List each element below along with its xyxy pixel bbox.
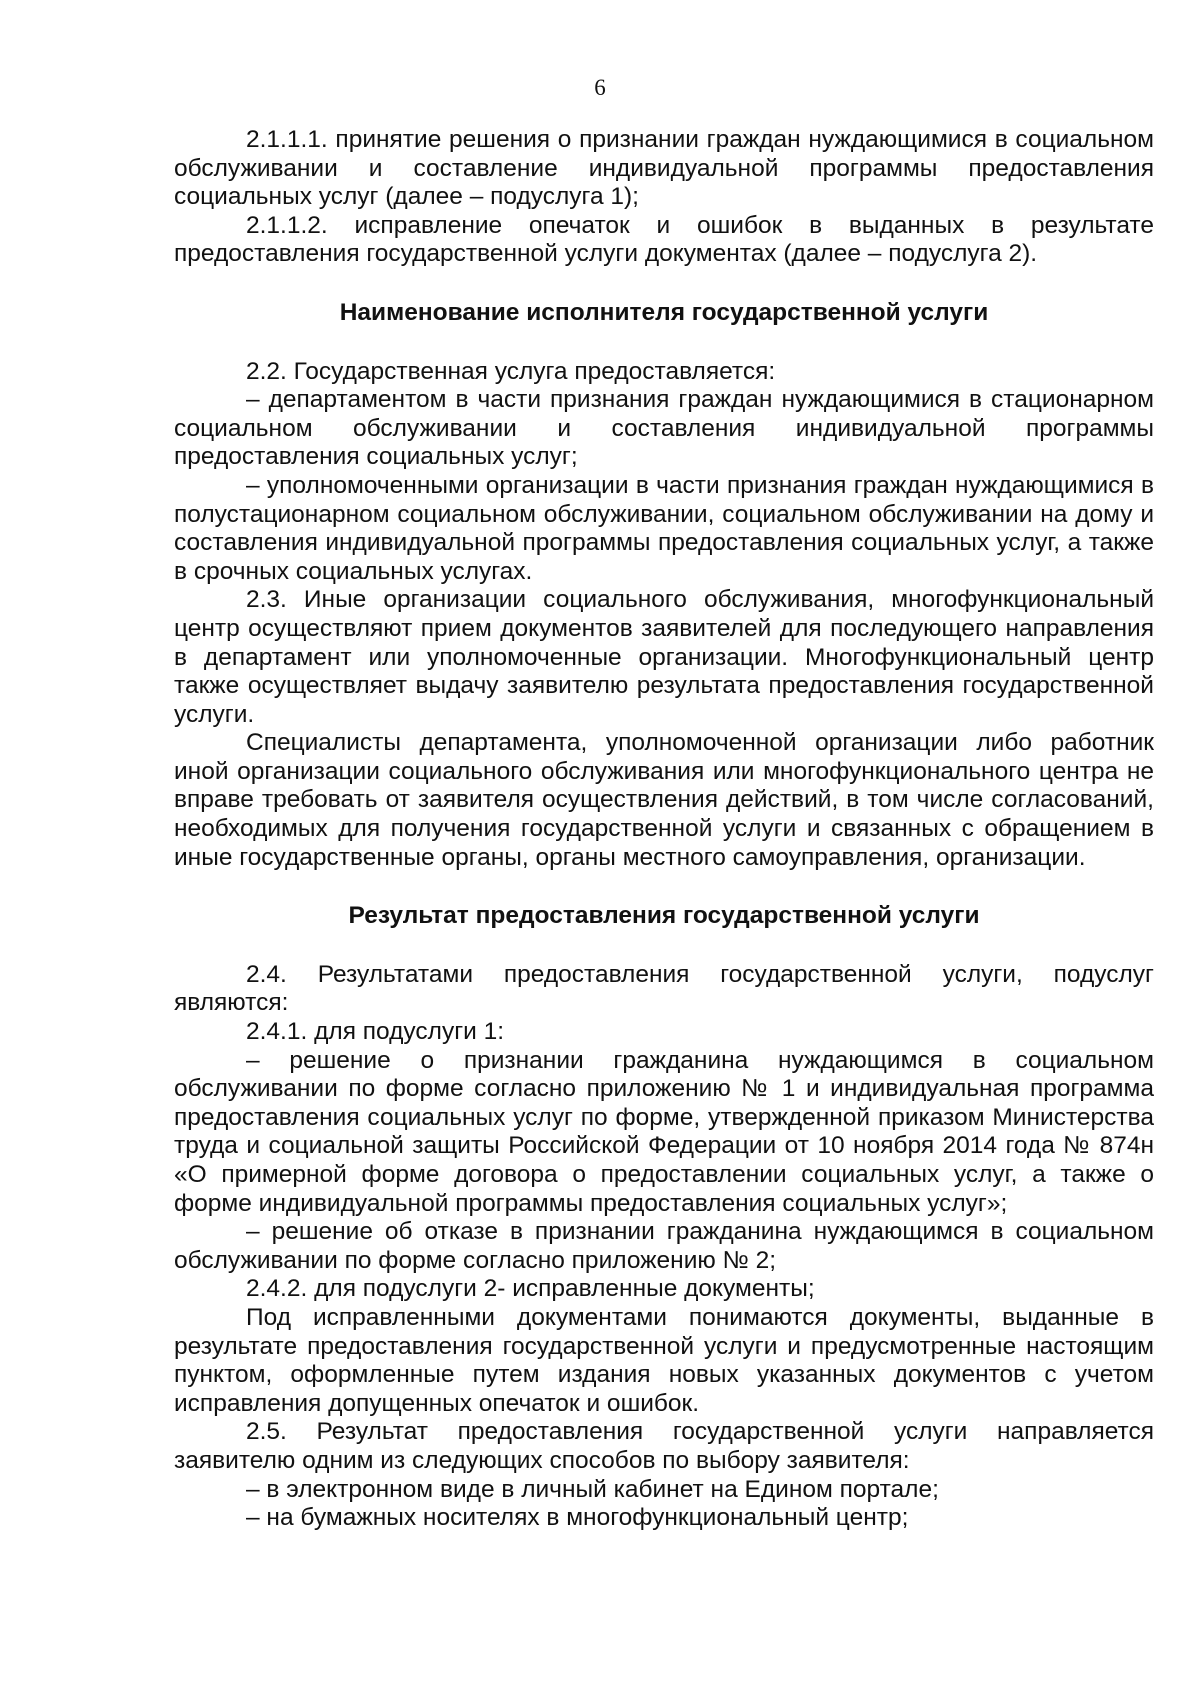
paragraph-2-2-organizations: – уполномоченными организации в части признания граждан нуждающимися в полустационарном социальном обслуживании, социальном обслуживании на дому и составления индивидуальной программы предоставления социальных услуг, а также в срочных социальных услугах. [174, 471, 1154, 585]
paragraph-2-5: 2.5. Результат предоставления государственной услуги направляется заявителю одним из следующих способов по выбору заявителя: [174, 1418, 1154, 1474]
section-heading-executor: Наименование исполнителя государственной услуги [339, 298, 989, 326]
paragraph-2-1-1-2: 2.1.1.2. исправление опечаток и ошибок в выданных в результате предоставления государственной услуги документах (далее – подуслуга 2). [174, 211, 1154, 268]
section-heading-result: Результат предоставления государственной услуги [348, 902, 980, 930]
paragraph-2-3: 2.3. Иные организации социального обслуживания, многофункциональный центр осуществляют прием документов заявителей для последующего направления в департамент или уполномоченные организации. Многофункциональный центр также осуществляет выдачу заявителю результата предоставления государственной услуги. [174, 586, 1154, 728]
paragraph-decision-recognition: – решение о признании гражданина нуждающимся в социальном обслуживании по форме согласно приложению № 1 и индивидуальная программа предоставления социальных услуг по форме, утвержденной приказом Министерства труда и социальной защиты Российской Федерации от 10 ноября 2014 года № 874н «О примерной форме договора о предоставлении социальных услуг, а также о форме индивидуальной программы предоставления социальных услуг»; [174, 1046, 1154, 1217]
paragraph-electronic-delivery: – в электронном виде в личный кабинет на Едином портале; [246, 1475, 939, 1503]
paragraph-2-1-1-1: 2.1.1.1. принятие решения о признании граждан нуждающимися в социальном обслуживании и составление индивидуальной программы предоставления социальных услуг (далее – подуслуга 1); [174, 126, 1154, 211]
paragraph-2-2-department: – департаментом в части признания граждан нуждающимися в стационарном социальном обслуживании и составления индивидуальной программы предоставления социальных услуг; [174, 386, 1154, 471]
page-number: 6 [594, 75, 606, 100]
paragraph-decision-refusal: – решение об отказе в признании гражданина нуждающимся в социальном обслуживании по форме согласно приложению № 2; [174, 1218, 1154, 1274]
paragraph-2-4-2: 2.4.2. для подуслуги 2- исправленные документы; [246, 1275, 815, 1303]
paragraph-2-2: 2.2. Государственная услуга предоставляется: [246, 357, 776, 385]
paragraph-paper-delivery: – на бумажных носителях в многофункциональный центр; [246, 1504, 909, 1532]
paragraph-2-4: 2.4. Результатами предоставления государственной услуги, подуслуг являются: [174, 960, 1154, 1017]
paragraph-2-4-1: 2.4.1. для подуслуги 1: [246, 1018, 505, 1046]
paragraph-specialists: Специалисты департамента, уполномоченной организации либо работник иной организации социального обслуживания или многофункционального центра не вправе требовать от заявителя осуществления действий, в том числе согласований, необходимых для получения государственной услуги и связанных с обращением в иные государственные органы, органы местного самоуправления, организации. [174, 729, 1154, 871]
document-body [174, 126, 1154, 1533]
paragraph-corrected-documents: Под исправленными документами понимаются документы, выданные в результате предоставления государственной услуги и предусмотренные настоящим пунктом, оформленные путем издания новых указанных документов с учетом исправления допущенных опечаток и ошибок. [174, 1303, 1154, 1417]
